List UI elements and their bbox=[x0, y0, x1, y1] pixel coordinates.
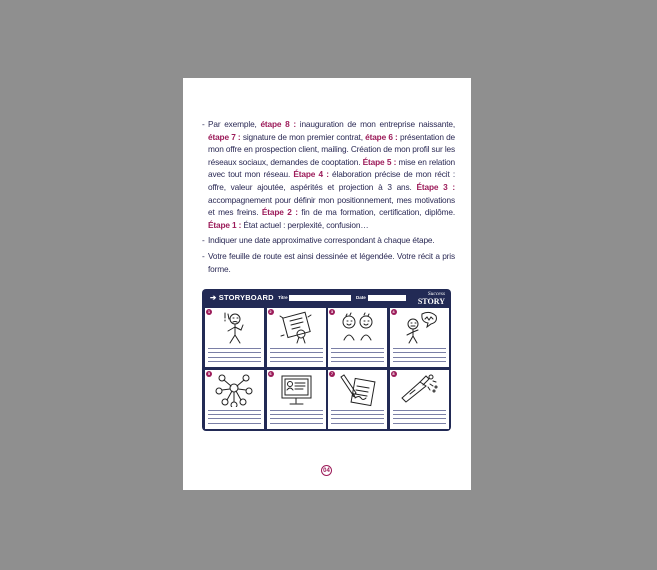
idea-person-icon bbox=[398, 310, 441, 345]
titre-field bbox=[289, 295, 351, 301]
storyboard-cell bbox=[267, 370, 326, 429]
bullet-dash: - bbox=[202, 119, 205, 129]
step-number-badge: 7 bbox=[330, 370, 334, 376]
date-field bbox=[368, 295, 406, 301]
text-segment: Votre feuille de route est ainsi dessinée et légendée. Votre récit a pris forme. bbox=[208, 250, 455, 274]
step-label: Étape 3 : bbox=[416, 181, 455, 192]
step-number-badge: 3 bbox=[330, 309, 334, 314]
step-label: Étape 2 : bbox=[261, 207, 298, 218]
text-segment: accompagnement pour définir mon positionnement, mes motivations et mes freins. bbox=[208, 194, 455, 218]
titre-label: Titre bbox=[278, 295, 288, 300]
network-icon bbox=[213, 372, 256, 407]
caption-lines bbox=[331, 348, 384, 366]
computer-profile-icon bbox=[275, 372, 318, 407]
document-page bbox=[183, 78, 471, 490]
caption-lines bbox=[393, 410, 446, 428]
step-number-badge: 8 bbox=[392, 370, 395, 376]
step-number-badge: 6 bbox=[269, 370, 272, 376]
storyboard-cell bbox=[390, 308, 449, 367]
step-number-badge: 1 bbox=[207, 309, 211, 314]
signing-contract-icon bbox=[336, 372, 379, 407]
storyboard-cell bbox=[390, 370, 449, 429]
bullet-dash: - bbox=[202, 250, 205, 261]
paragraph bbox=[203, 118, 455, 231]
caption-lines bbox=[270, 348, 323, 366]
storyboard-header bbox=[202, 289, 451, 307]
step-label: Étape 4 : bbox=[293, 169, 329, 180]
confused-person-icon bbox=[213, 310, 256, 345]
caption-lines bbox=[331, 410, 384, 428]
text-segment: présentation de mon offre en prospection client, mailing. Création de mon profil sur les réseaux sociaux, demandes de cooptation. bbox=[208, 131, 456, 167]
text-segment: élaboration précise de mon récit : offre, valeur ajoutée, aspérités et projection à 3 ans. bbox=[208, 169, 456, 192]
caption-lines bbox=[208, 410, 261, 428]
step-number-badge: 2 bbox=[269, 309, 272, 314]
text-segment: Par exemple, bbox=[208, 119, 261, 129]
storyboard-cell bbox=[328, 370, 387, 429]
step-number-badge: 4 bbox=[392, 309, 395, 314]
storyboard-cell bbox=[205, 308, 264, 367]
success-story-logo: Success STORY bbox=[417, 291, 445, 306]
page-number: 04 bbox=[321, 465, 332, 476]
text-segment: signature de mon premier contrat, bbox=[240, 131, 366, 142]
storyboard-title: ➔ STORYBOARD bbox=[210, 293, 274, 302]
step-label: Étape 5 : bbox=[362, 156, 397, 167]
champagne-icon bbox=[398, 372, 441, 407]
text-segment: inauguration de mon entreprise naissante, bbox=[295, 119, 455, 129]
certificate-icon bbox=[275, 310, 318, 345]
text-segment: Indiquer une date approximative correspondant à chaque étape. bbox=[208, 235, 435, 246]
step-label: étape 7 : bbox=[208, 131, 241, 142]
date-label: Date bbox=[356, 295, 366, 300]
step-label: étape 6 : bbox=[365, 131, 398, 142]
step-label: étape 8 : bbox=[260, 119, 296, 129]
storyboard bbox=[202, 289, 451, 431]
bullet-dash: - bbox=[202, 235, 205, 246]
step-label: Étape 1 : bbox=[208, 219, 242, 230]
body-text bbox=[203, 118, 455, 278]
text-segment: mise en relation avec tout mon réseau. bbox=[208, 156, 456, 180]
step-number-badge: 5 bbox=[207, 370, 211, 376]
text-segment: fin de ma formation, certification, diplôme. bbox=[297, 207, 455, 218]
paragraph bbox=[203, 234, 455, 247]
storyboard-cell bbox=[267, 308, 326, 367]
caption-lines bbox=[393, 348, 446, 366]
text-segment: État actuel : perplexité, confusion… bbox=[241, 219, 369, 230]
two-people-icon bbox=[336, 310, 379, 345]
paragraph bbox=[203, 250, 455, 275]
caption-lines bbox=[208, 348, 261, 366]
storyboard-cell bbox=[205, 370, 264, 429]
storyboard-cell bbox=[328, 308, 387, 367]
caption-lines bbox=[270, 410, 323, 428]
